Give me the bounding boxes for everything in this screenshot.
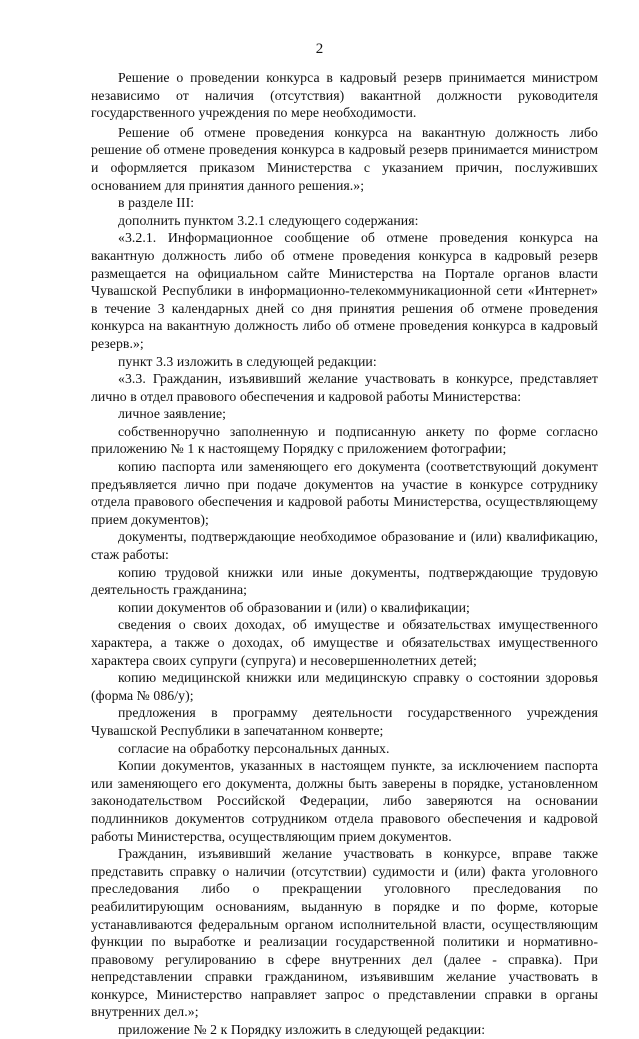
paragraph: приложение № 2 к Порядку изложить в следующей редакции: (118, 1022, 486, 1038)
paragraph: Решение об отмене проведения конкурса на вакантную должность либо решение об отмене проведения конкурса в кадровый резерв принимается министром и оформляется приказом Министерства с указанием причин, послуживших основанием для принятия данного решения.»; (91, 124, 598, 193)
list-item: собственноручно заполненную и подписанную анкету по форме согласно приложению № 1 к настоящему Порядку с приложением фотографии; (91, 423, 598, 457)
paragraph: Гражданин, изъявивший желание участвовать в конкурсе, вправе также представить справку о наличии (отсутствии) судимости и (или) факта уголовного преследования либо о прекращении уголовного преследования по реабилитирующим основаниям, выданную в порядке и по форме, которые устанавливаются федеральным органом исполнительной власти, осуществляющим функции по выработке и реализации государственной политики и нормативно-правовому регулированию в сфере внутренних дел (далее - справка). При непредставлении справки гражданином, изъявившим желание участвовать в конкурсе, Министерство направляет запрос о представлении справки в органы внутренних дел.»; (91, 846, 598, 1020)
list-item: согласие на обработку персональных данных. (118, 740, 390, 756)
paragraph: пункт 3.3 изложить в следующей редакции: (118, 353, 377, 369)
paragraph: «3.3. Гражданин, изъявивший желание участвовать в конкурсе, представляет лично в отдел правового обеспечения и кадровой работы Министерства: (91, 371, 598, 404)
paragraph: Копии документов, указанных в настоящем пункте, за исключением паспорта или заменяющего его документа, должны быть заверены в порядке, установленном законодательством Российской Федерации, либо заверяются на основании подлинников документов сотрудником отдела правового обеспечения и кадровой работы Министерства, осуществляющим прием документов. (91, 758, 598, 844)
list-item: документы, подтверждающие необходимое образование и (или) квалификацию, стаж работы: (91, 529, 598, 563)
list-item: сведения о своих доходах, об имуществе и обязательствах имущественного характера, а также о доходах, об имуществе и обязательствах имущественного характера своих супруги (супруга) и несовершеннолетних детей; (91, 617, 598, 668)
list-item: предложения в программу деятельности государственного учреждения Чувашской Республики в запечатанном конверте; (91, 705, 598, 738)
list-item: копию медицинской книжки или медицинскую справку о состоянии здоровья (форма № 086/у); (91, 670, 598, 703)
list-item: личное заявление; (118, 406, 227, 422)
paragraph: «3.2.1. Информационное сообщение об отмене проведения конкурса на вакантную должность либо об отмене проведения конкурса в кадровый резерв размещается на официальном сайте Министерства на Портале органов власти Чувашской Республики в информационно-телекоммуникационной сети «Интернет» в течение 3 календарных дней со дня принятия решения об отмене проведения конкурса на вакантную должность либо об отмене проведения конкурса в кадровый резерв.»; (91, 230, 598, 351)
page-number: 2 (315, 41, 324, 57)
paragraph: дополнить пунктом 3.2.1 следующего содержания: (118, 212, 419, 228)
document-body (91, 69, 598, 1039)
paragraph: в разделе III: (118, 195, 195, 211)
list-item: копии документов об образовании и (или) о квалификации; (118, 599, 470, 615)
paragraph: Решение о проведении конкурса в кадровый резерв принимается министром независимо от наличия (отсутствия) вакантной должности руководителя государственного учреждения по мере необходимости. (91, 70, 598, 121)
list-item: копию паспорта или заменяющего его документа (соответствующий документ предъявляется лично при подаче документов на участие в конкурсе сотруднику отдела правового обеспечения и кадровой работы Министерства, осуществляющему прием документов); (91, 459, 598, 527)
list-item: копию трудовой книжки или иные документы, подтверждающие трудовую деятельность гражданина; (91, 564, 598, 598)
